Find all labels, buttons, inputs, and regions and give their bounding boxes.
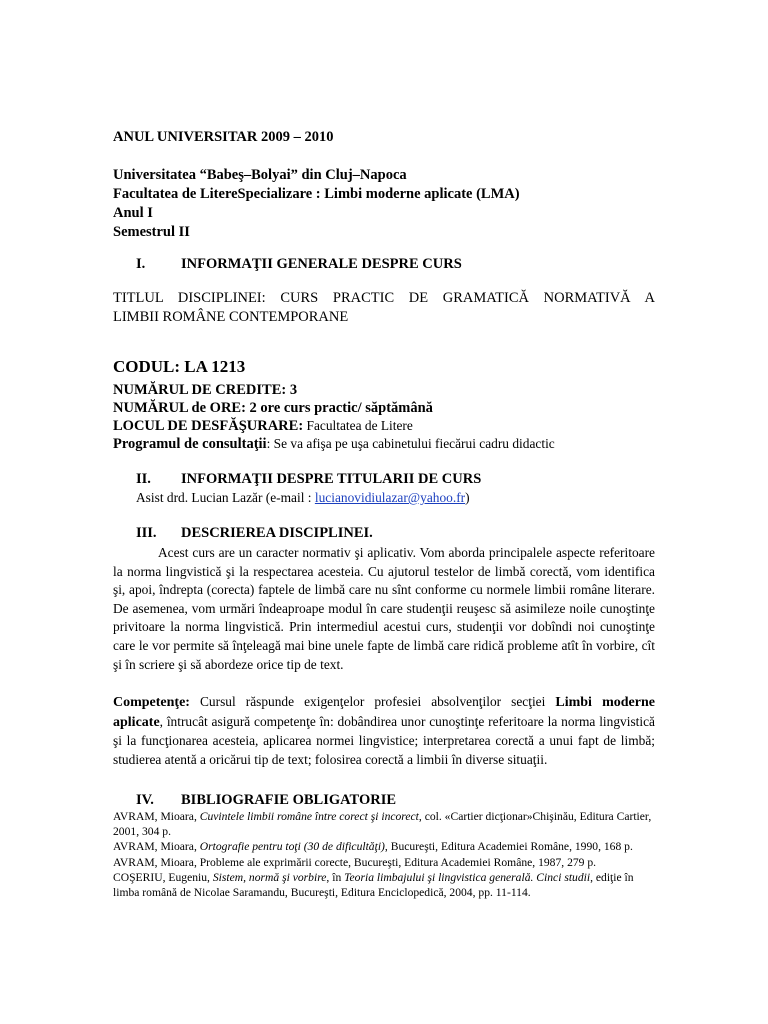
competences-text-1: Cursul răspunde exigenţelor profesiei absolvenţilor secţiei <box>189 694 556 709</box>
bibliography-item <box>113 855 655 870</box>
bib-author: AVRAM, Mioara, Probleme ale exprimării corecte, Bucureşti, Editura Academiei Române, 1987, 279 p. <box>113 855 597 869</box>
semester: Semestrul II <box>113 224 190 240</box>
discipline-title-line-2: LIMBII ROMÂNE CONTEMPORANE <box>113 309 349 325</box>
bibliography-item <box>113 870 655 900</box>
university-line: Universitatea “Babeş–Bolyai” din Cluj–Napoca <box>113 167 407 183</box>
section-number: IV. <box>136 792 154 808</box>
section-number: II. <box>136 471 151 487</box>
academic-year: ANUL UNIVERSITAR 2009 – 2010 <box>113 129 334 145</box>
section-title: INFORMAŢII DESPRE TITULARII DE CURS <box>181 471 482 487</box>
consultation-label: Programul de consultaţii <box>113 436 267 452</box>
credits: NUMĂRUL DE CREDITE: 3 <box>113 382 298 398</box>
location-label: LOCUL DE DESFĂŞURARE: <box>113 418 304 434</box>
titular-name: Asist drd. Lucian Lazăr (e-mail : <box>136 490 315 505</box>
section-number: I. <box>136 256 146 272</box>
titular-suffix: ) <box>465 490 470 505</box>
bib-edition: , ediţie în limba română de Nicolae Saramandu, Bucureşti, Editura Enciclopedică, 2004, pp. 11-114. <box>113 870 634 900</box>
year-of-study: Anul I <box>113 205 153 221</box>
bib-details: , Bucureşti, Editura Academiei Române, 1990, 168 p. <box>384 840 633 854</box>
bib-title: Cuvintele limbii române între corect şi incorect <box>199 810 419 823</box>
discipline-title-line-1: TITLUL DISCIPLINEI: CURS PRACTIC DE GRAMATICĂ NORMATIVĂ A <box>113 290 655 306</box>
bib-title: Ortografie pentru toţi (30 de dificultăţi) <box>199 840 385 854</box>
bib-details: , în <box>326 870 345 884</box>
bib-author: AVRAM, Mioara, <box>113 840 200 854</box>
description-paragraph: Acest curs are un caracter normativ şi aplicativ. Vom aborda principalele aspecte referitoare la norma lingvistică şi la respectarea acesteia. Cu ajutorul testelor de limbă corectă, vom identifica şi, apoi, îndrepta (corecta) faptele de limbă care nu sînt conforme cu normele limbii române literare. De asemenea, vom urmări îndeaproape modul în care studenţii reuşesc să asimileze noile cunoştinţe privitoare la norma lingvistică. Prin intermediul acestui curs, studenţii vor dobîndi noi cunoştinţe care le vor permite să înţeleagă mai bine unele fapte de limbă care ridică probleme atît în vorbire, cît şi în scriere şi să abordeze orice tip de text. <box>113 545 655 672</box>
section-title: DESCRIEREA DISCIPLINEI. <box>181 525 373 541</box>
faculty-line: Facultatea de LitereSpecializare : Limbi moderne aplicate (LMA) <box>113 186 520 202</box>
competences-label: Competenţe: <box>113 695 190 710</box>
bib-volume-title: Teoria limbajului şi lingvistica generală. Cinci studii <box>344 870 591 884</box>
competences-paragraph <box>113 693 655 769</box>
bib-details: , col. «Cartier dicţionar»Chişinău, Editura Cartier, 2001, 304 p. <box>113 810 652 839</box>
bibliography-item <box>113 839 655 854</box>
discipline-title <box>113 289 655 327</box>
location-value: Facultatea de Litere <box>303 418 413 433</box>
section-heading-4 <box>136 792 396 809</box>
section-heading-2 <box>136 471 481 488</box>
bib-author: AVRAM, Mioara, <box>113 810 200 823</box>
section-number: III. <box>136 525 157 541</box>
section-heading-1 <box>136 256 462 273</box>
consultation-program <box>113 435 655 454</box>
competences-bold: Limbi moderne aplicate <box>113 695 655 730</box>
course-code: CODUL: LA 1213 <box>113 357 246 376</box>
location <box>113 417 655 436</box>
competences-text-2: , întrucât asigură competenţe în: dobândirea unor cunoştinţe referitoare la norma lingvistică şi la funcţionarea acesteia, aplicarea normei lingvistice; interpretarea corectă a unui fapt de limbă; studierea atentă a oricărui tip de text; folosirea corectă a limbii în diverse situaţii. <box>113 713 655 767</box>
bibliography-list <box>113 809 655 900</box>
bib-author: COŞERIU, Eugeniu, <box>113 870 213 884</box>
consultation-value: : Se va afişa pe uşa cabinetului fiecărui cadru didactic <box>266 436 555 451</box>
email-link[interactable]: lucianovidiulazar@yahoo.fr <box>314 490 466 505</box>
hours: NUMĂRUL de ORE: 2 ore curs practic/ săptămână <box>113 400 433 416</box>
section-title: BIBLIOGRAFIE OBLIGATORIE <box>181 792 397 808</box>
section-heading-3 <box>136 525 373 542</box>
bibliography-item <box>113 809 655 839</box>
bib-title: Sistem, normă şi vorbire <box>212 870 327 884</box>
titular-line <box>136 489 470 508</box>
section-title: INFORMAŢII GENERALE DESPRE CURS <box>181 256 462 272</box>
